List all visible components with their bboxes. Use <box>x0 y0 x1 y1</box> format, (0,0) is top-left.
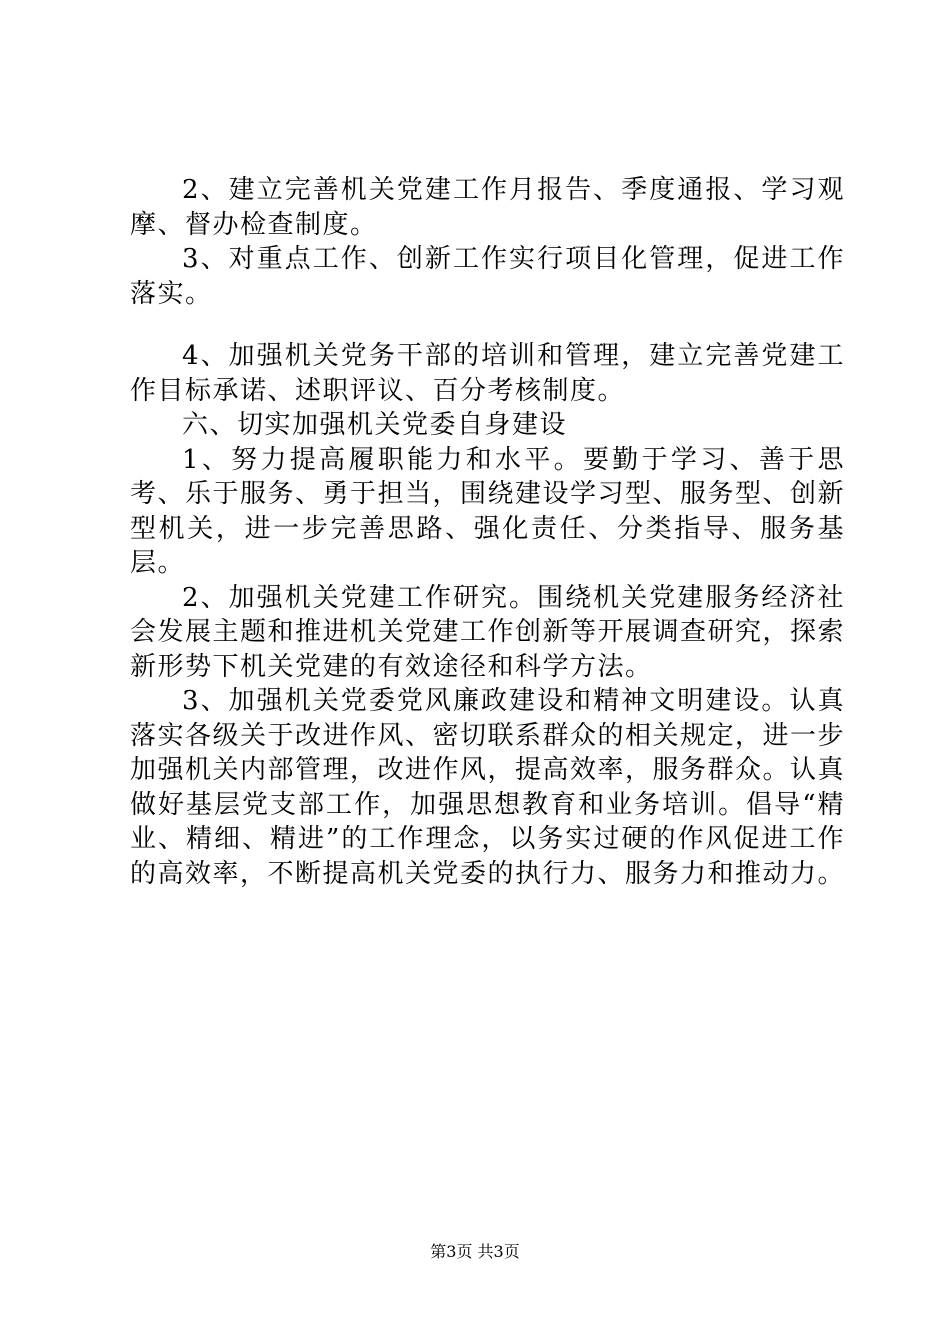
paragraph-section6-item-3: 3、加强机关党委党风廉政建设和精神文明建设。认真落实各级关于改进作风、密切联系群众的相关规定，进一步加强机关内部管理，改进作风，提高效率，服务群众。认真做好基层党支部工作，加强思想教育和业务培训。倡导“精业、精细、精进”的工作理念，以务实过硬的作风促进工作的高效率，不断提高机关党委的执行力、服务力和推动力。 <box>130 686 846 889</box>
paragraph-item-4: 4、加强机关党务干部的培训和管理，建立完善党建工作目标承诺、述职评议、百分考核制度。 <box>130 341 845 406</box>
section-heading-six: 六、切实加强机关党委自身建设 <box>182 410 568 440</box>
paragraph-item-3: 3、对重点工作、创新工作实行项目化管理，促进工作落实。 <box>130 244 845 309</box>
paragraph-section6-item-1: 1、努力提高履职能力和水平。要勤于学习、善于思考、乐于服务、勇于担当，围绕建设学习型、服务型、创新型机关，进一步完善思路、强化责任、分类指导、服务基层。 <box>130 444 846 578</box>
document-body <box>130 173 845 891</box>
paragraph-item-2: 2、建立完善机关党建工作月报告、季度通报、学习观摩、督办检查制度。 <box>130 175 845 240</box>
paragraph-section6-item-2: 2、加强机关党建工作研究。围绕机关党建服务经济社会发展主题和推进机关党建工作创新等开展调查研究，探索新形势下机关党建的有效途径和科学方法。 <box>130 582 846 682</box>
page-number-footer: 第3页 共3页 <box>430 1242 520 1261</box>
